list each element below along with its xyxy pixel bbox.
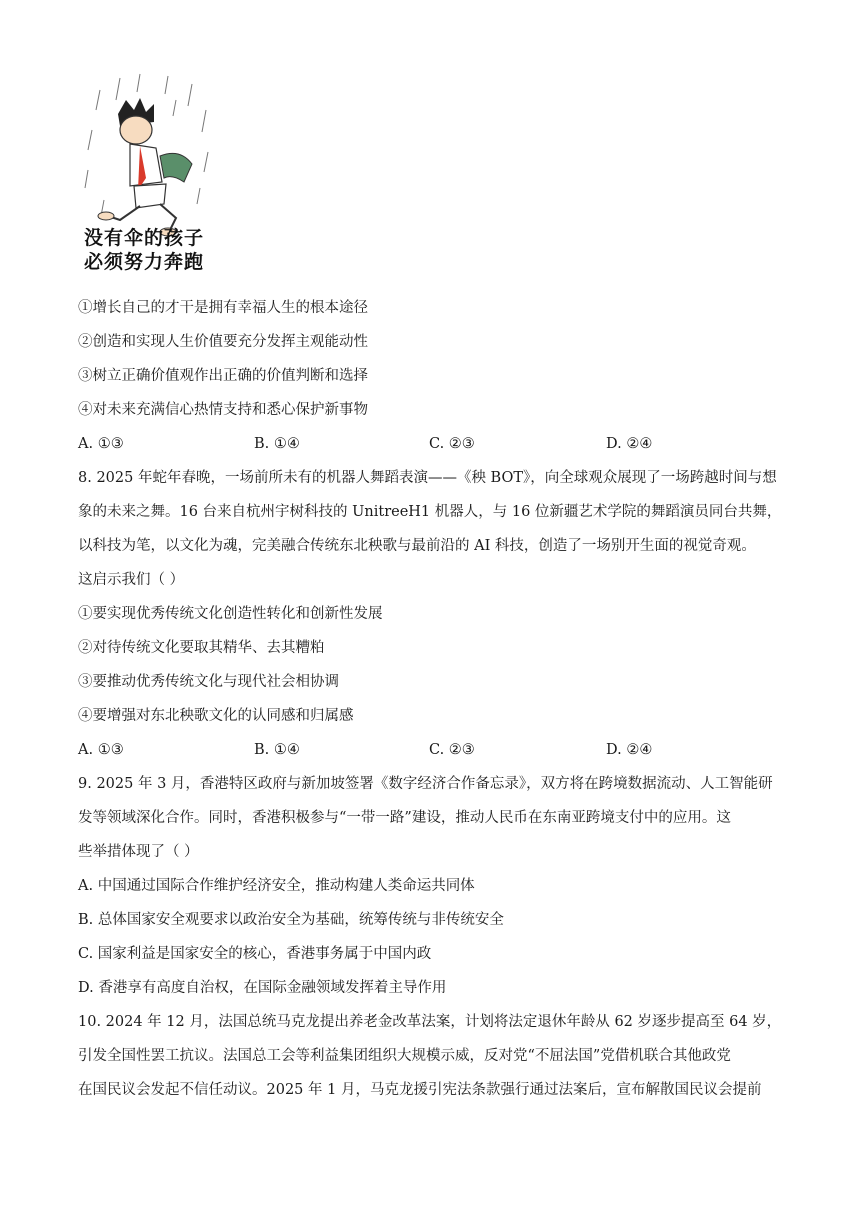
q8-statement-4: ④要增强对东北秧歌文化的认同感和归属感 (78, 708, 354, 724)
q10-stem-line-1: 10. 2024 年 12 月，法国总统马克龙提出养老金改革法案，计划将法定退休年龄从 62 岁逐步提高至 64 岁， (78, 1014, 782, 1030)
q9-option-b[interactable]: B. 总体国家安全观要求以政治安全为基础，统筹传统与非传统安全 (78, 912, 504, 928)
q8-statement-1: ①要实现优秀传统文化创造性转化和创新性发展 (78, 606, 383, 622)
q9-stem-line-1: 9. 2025 年 3 月，香港特区政府与新加坡签署《数字经济合作备忘录》，双方将在跨境数据流动、人工智能研 (78, 776, 773, 792)
q8-option-c[interactable]: C. ②③ (429, 742, 475, 758)
q8-statement-2: ②对待传统文化要取其精华、去其糟粕 (78, 640, 325, 656)
q8-option-d[interactable]: D. ②④ (606, 742, 653, 758)
q10-stem-line-2: 引发全国性罢工抗议。法国总工会等利益集团组织大规模示威，反对党“不屈法国”党借机联合其他政党 (78, 1048, 731, 1064)
q8-stem-line-3: 以科技为笔，以文化为魂，完美融合传统东北秧歌与最前沿的 AI 科技，创造了一场别开生面的视觉奇观。 (78, 538, 756, 554)
q7-option-c[interactable]: C. ②③ (429, 436, 475, 452)
q7-statement-4: ④对未来充满信心热情支持和悉心保护新事物 (78, 402, 368, 418)
q10-stem-line-3: 在国民议会发起不信任动议。2025 年 1 月，马克龙援引宪法条款强行通过法案后，宣布解散国民议会提前 (78, 1082, 762, 1098)
q7-option-b[interactable]: B. ①④ (254, 436, 300, 452)
q9-stem-line-2: 发等领域深化合作。同时，香港积极参与“一带一路”建设，推动人民币在东南亚跨境支付中的应用。这 (78, 810, 731, 826)
caption-line-2: 必须努力奔跑 (84, 251, 205, 273)
q8-option-a[interactable]: A. ①③ (78, 742, 124, 758)
q7-statement-3: ③树立正确价值观作出正确的价值判断和选择 (78, 368, 368, 384)
q8-options (78, 740, 778, 760)
q7-option-a[interactable]: A. ①③ (78, 436, 124, 452)
illustration-caption (84, 226, 224, 274)
q7-statement-2: ②创造和实现人生价值要充分发挥主观能动性 (78, 334, 368, 350)
q8-stem-line-2: 象的未来之舞。16 台来自杭州宇树科技的 UnitreeH1 机器人，与 16 位新疆艺术学院的舞蹈演员同台共舞， (78, 504, 782, 520)
q7-options (78, 434, 778, 454)
q8-option-b[interactable]: B. ①④ (254, 742, 300, 758)
q9-stem-line-3: 些举措体现了（ ） (78, 844, 199, 860)
q7-statement-1: ①增长自己的才干是拥有幸福人生的根本途径 (78, 300, 368, 316)
caption-line-1: 没有伞的孩子 (84, 227, 205, 249)
q9-option-c[interactable]: C. 国家利益是国家安全的核心，香港事务属于中国内政 (78, 946, 432, 962)
q9-option-d[interactable]: D. 香港享有高度自治权，在国际金融领域发挥着主导作用 (78, 980, 447, 996)
q8-stem-line-1: 8. 2025 年蛇年春晚，一场前所未有的机器人舞蹈表演——《秧 BOT》，向全球观众展现了一场跨越时间与想 (78, 470, 777, 486)
q7-option-d[interactable]: D. ②④ (606, 436, 653, 452)
q9-option-a[interactable]: A. 中国通过国际合作维护经济安全，推动构建人类命运共同体 (78, 878, 475, 894)
q8-statement-3: ③要推动优秀传统文化与现代社会相协调 (78, 674, 339, 690)
q8-stem-line-4: 这启示我们（ ） (78, 572, 185, 588)
